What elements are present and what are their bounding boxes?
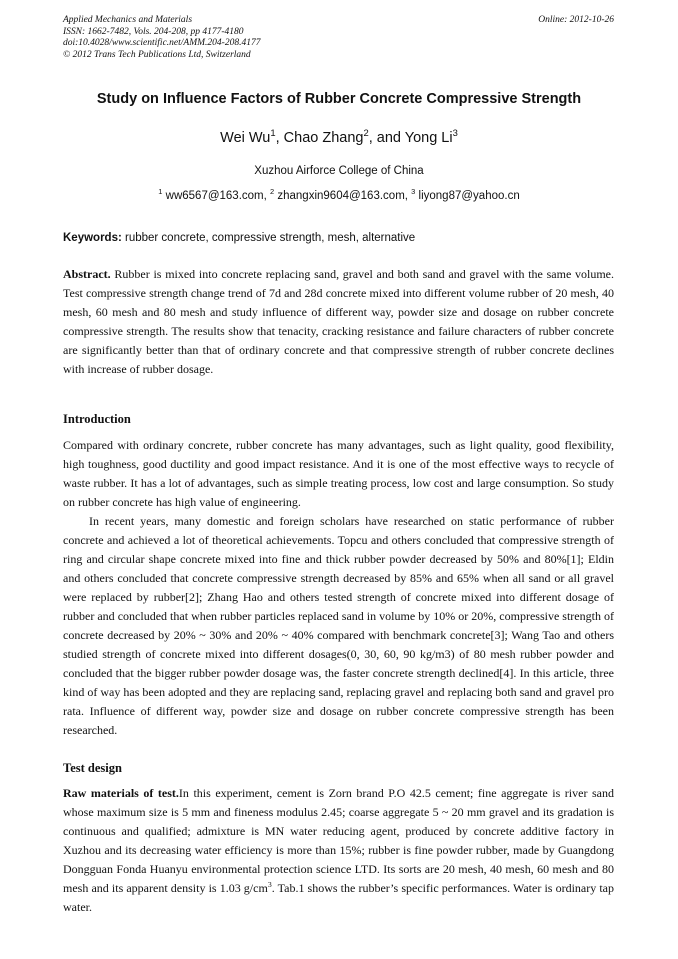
section-heading-test-design: Test design <box>63 761 122 775</box>
email-address[interactable]: liyong87@yahoo.cn <box>418 190 520 202</box>
author-sup: 2 <box>363 127 369 139</box>
abstract-label: Abstract. <box>63 267 111 281</box>
journal-name: Applied Mechanics and Materials <box>63 15 193 25</box>
author-name: Yong Li <box>404 130 453 146</box>
online-date: Online: 2012-10-26 <box>538 15 614 25</box>
copyright-line: © 2012 Trans Tech Publications Ltd, Switzerland <box>63 49 251 60</box>
keywords-text: rubber concrete, compressive strength, mesh, alternative <box>125 232 416 244</box>
author-separator: , <box>275 130 284 146</box>
author-name: Wei Wu <box>220 130 271 146</box>
abstract-text: Rubber is mixed into concrete replacing sand, gravel and both sand and gravel with the same volume. Test compressive strength change trend of 7d and 28d concrete mixed into different volume rubber of 20 mesh, 40 mesh, 60 mesh and 80 mesh and study influence of different way, powder size and dosage on rubber concrete compressive strength. The results show that tenacity, cracking resistance and failure characters of rubber concrete are significantly better than that of ordinary concrete and that compressive strength of rubber concrete declines with increase of rubber dosage. <box>63 267 614 376</box>
email-list <box>40 187 638 202</box>
email-address[interactable]: ww6567@163.com, <box>165 190 271 202</box>
journal-header <box>63 15 260 61</box>
author-sup: 3 <box>452 127 458 139</box>
author-sup: 1 <box>270 127 276 139</box>
raw-materials-paragraph <box>63 784 614 917</box>
email-sup: 3 <box>411 187 416 197</box>
doi-line: doi:10.4028/www.scientific.net/AMM.204-208.4177 <box>63 38 261 48</box>
introduction-paragraph-2: In recent years, many domestic and foreign scholars have researched on static performance of rubber concrete and achieved a lot of theoretical achievements. Topcu and others concluded that compressive strength of ring and circular shape concrete mixed into fine and thick rubber powder decreased by 50% and 80%[1]; Eldin and others concluded that concrete compressive strength decreased by 85% and 65% when all sand or all gravel were replaced by rubber[2]; Zhang Hao and others tested strength of concrete mixed into different dosage of rubber and concluded that when rubber particles replaced sand in volume by 10% or 20%, compressive strength of concrete decreased by 20% ~ 30% and 20% ~ 40% compared with benchmark concrete[3]; Wang Tao and others studied strength of concrete mixed into different dosages(0, 30, 60, 90 kg/m3) of 80 mesh rubber powder and concluded that the bigger rubber powder dosage was, the faster concrete strength declined[4]. In this article, three kind of way has been adopted and they are replacing sand, replacing gravel and replacing both sand and gravel pro rata. Influence of different way, powder size and dosage on rubber concrete compressive strength has been researched. <box>63 514 614 737</box>
email-address[interactable]: zhangxin9604@163.com, <box>277 190 412 202</box>
author-name: Chao Zhang <box>283 130 364 146</box>
issn-line: ISSN: 1662-7482, Vols. 204-208, pp 4177-4180 <box>63 26 244 37</box>
introduction-paragraph-1: Compared with ordinary concrete, rubber concrete has many advantages, such as light quality, good flexibility, high toughness, good ductility and good impact resistance. And it is one of the most effective ways to recycle of waste rubber. It has a lot of advantages, such as simple treating process, low cost and large consumption. So study on rubber concrete has high value of engineering. <box>63 438 614 509</box>
affiliation: Xuzhou Airforce College of China <box>254 165 424 177</box>
density-exponent: 3 <box>267 880 272 889</box>
raw-materials-label: Raw materials of test. <box>63 786 179 800</box>
section-heading-introduction: Introduction <box>63 412 131 426</box>
paper-title: Study on Influence Factors of Rubber Concrete Compressive Strength <box>96 91 582 107</box>
abstract <box>63 265 614 379</box>
author-list <box>40 127 638 146</box>
email-sup: 1 <box>158 187 163 197</box>
keywords <box>63 232 415 244</box>
raw-materials-text: In this experiment, cement is Zorn brand P.O 42.5 cement; fine aggregate is river sand whose maximum size is 5 mm and fineness modulus 2.45; coarse aggregate 5 ~ 20 mm gravel and its gradation is continuous and qualified; admixture is MN water reducing agent, produced by concrete additive factory in Xuzhou and its decreasing water efficiency is more than 15%; rubber is fine powder rubber, made by Guangdong Dongguan Fonda Huanyu environmental protection science LTD. Its sorts are 20 mesh, 40 mesh, 60 mesh and 80 mesh and its apparent density is 1.03 g/cm <box>63 786 614 895</box>
email-sup: 2 <box>270 187 275 197</box>
raw-materials-text-end: . Tab.1 shows the rubber’s specific performances. Water is ordinary tap water. <box>63 881 615 914</box>
keywords-label: Keywords: <box>63 232 122 244</box>
author-separator: , and <box>368 130 405 146</box>
